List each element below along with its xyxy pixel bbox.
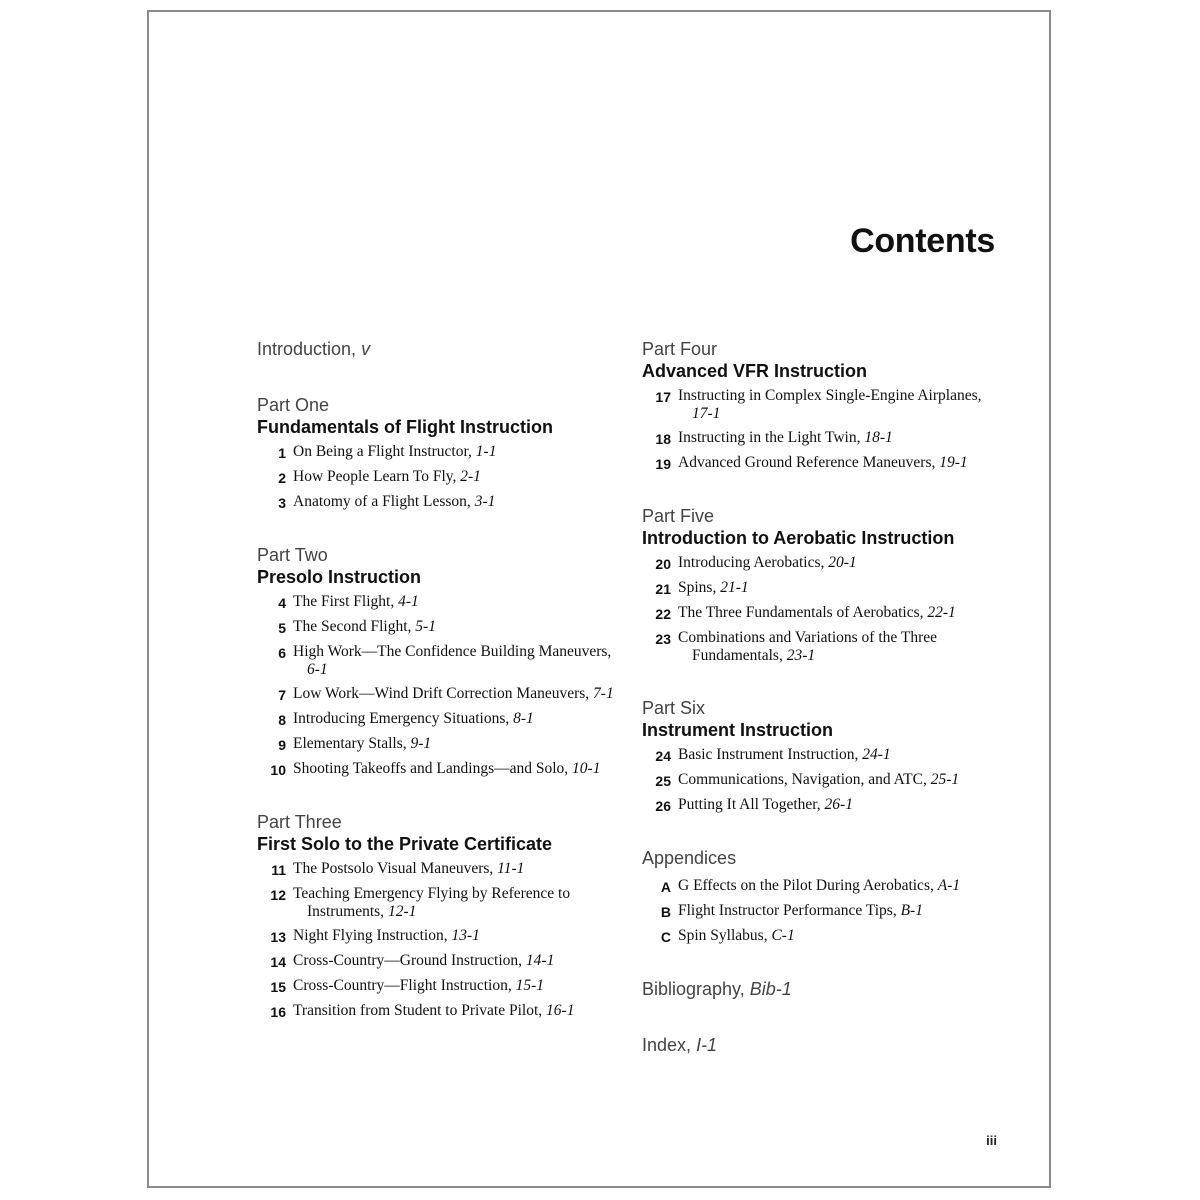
entry-page: 12-1 [387,903,417,920]
part-title[interactable]: Instrument Instruction [642,720,834,740]
entry-number: 22 [655,606,671,622]
entry-title [678,796,1002,814]
entry-number: 3 [278,495,286,511]
entry-page: 26-1 [824,796,853,813]
toc-entry[interactable] [257,860,617,879]
entry-title-text: Instructing in Complex Single-Engine Airplanes, [678,387,982,404]
part-label: Part Five [642,506,715,526]
entry-page: 4-1 [398,593,419,610]
entry-number: C [660,929,671,945]
entry-page: 6-1 [307,661,328,678]
entry-page: 15-1 [515,977,545,994]
spacer [257,360,617,394]
entry-page: 5-1 [415,618,436,635]
entry-title [678,927,1002,945]
introduction-label: Introduction, [257,339,357,359]
entry-title [678,554,1002,572]
toc-entry[interactable] [257,735,617,754]
entry-number: 14 [270,954,286,970]
entry-title-text: Shooting Takeoffs and Landings—and Solo, [293,760,569,777]
entry-title [678,387,1002,423]
entry-page: 7-1 [593,685,614,702]
entry-number: 21 [655,581,671,597]
entry-number: 25 [655,773,671,789]
entry-page: A-1 [937,877,961,894]
entry-number: 11 [271,862,286,878]
toc-entry[interactable] [642,746,1002,765]
bibliography-entry[interactable] [642,978,1002,1000]
chapter-list [257,860,617,1021]
entry-title-text: Low Work—Wind Drift Correction Maneuvers, [293,685,590,702]
part-title[interactable]: Fundamentals of Flight Instruction [257,417,553,437]
entry-number: B [660,904,671,920]
entry-number: 7 [278,687,286,703]
toc-entry[interactable] [257,618,617,637]
toc-entry[interactable] [642,429,1002,448]
entry-title-text: The Second Flight, [293,618,412,635]
entry-number: 20 [655,556,671,572]
spacer [642,821,1002,847]
entry-number: A [660,879,671,895]
entry-title [293,977,617,995]
entry-number: 8 [278,712,286,728]
entry-page: B-1 [900,902,923,919]
entry-number: 4 [278,595,286,611]
entry-title [678,454,1002,472]
toc-entry[interactable] [642,629,1002,665]
entry-page: 10-1 [572,760,601,777]
entry-title-text: Introducing Aerobatics, [678,554,825,571]
spacer [642,869,1002,877]
introduction-page: v [361,339,371,359]
toc-entry[interactable] [257,977,617,996]
entry-page: 2-1 [460,468,481,485]
entry-number: 16 [270,1004,286,1020]
entry-number: 19 [655,456,671,472]
entry-number: 13 [270,929,286,945]
part-label: Part Two [257,545,328,565]
entry-number: 10 [270,762,286,778]
entry-title [293,860,617,878]
chapter-list [257,593,617,779]
entry-title-text: Night Flying Instruction, [293,927,448,944]
spacer [642,1000,1002,1034]
toc-entry[interactable] [257,493,617,512]
bibliography-page: Bib-1 [749,979,792,999]
toc-entry[interactable] [257,927,617,946]
appendices-label: Appendices [642,848,737,868]
entry-title [678,746,1002,764]
entry-title-text: Advanced Ground Reference Maneuvers, [678,454,936,471]
toc-entry[interactable] [257,710,617,729]
chapter-list [642,746,1002,815]
part-label: Part Six [642,698,706,718]
entry-page: 11-1 [497,860,525,877]
left-parts [257,360,617,1021]
entry-title-text: Cross-Country—Flight Instruction, [293,977,512,994]
spacer [642,671,1002,697]
entry-title [678,877,1002,895]
entry-title-text: Instructing in the Light Twin, [678,429,861,446]
entry-page: 25-1 [930,771,960,788]
bibliography-label: Bibliography, [642,979,745,999]
entry-title [678,579,1002,597]
entry-title [293,493,617,511]
toc-entry[interactable] [642,604,1002,623]
toc-entry[interactable] [257,685,617,704]
spacer [257,785,617,811]
part-title[interactable]: First Solo to the Private Certificate [257,834,553,854]
index-page: I-1 [696,1035,718,1055]
right-parts [642,338,1002,815]
entry-title [293,443,617,461]
entry-title-text: Communications, Navigation, and ATC, [678,771,927,788]
entry-title-text: Spins, [678,579,717,596]
entry-title-text: Cross-Country—Ground Instruction, [293,952,523,969]
entry-title [293,618,617,636]
entry-number: 12 [270,887,286,903]
page-number: iii [986,1133,997,1148]
entry-title [293,760,617,778]
entry-number: 9 [278,737,286,753]
entry-title-text: The Three Fundamentals of Aerobatics, [678,604,924,621]
part-title[interactable]: Presolo Instruction [257,567,422,587]
entry-page: 17-1 [692,405,721,422]
entry-title [293,927,617,945]
toc-entry[interactable] [642,877,1002,896]
chapter-list [257,443,617,512]
entry-title [293,1002,617,1020]
chapter-list [642,554,1002,665]
toc-entry[interactable] [642,902,1002,921]
entry-page: 8-1 [513,710,534,727]
entry-number: 1 [278,445,286,461]
introduction-entry[interactable] [257,338,617,360]
entry-number: 15 [270,979,286,995]
entry-title-text: On Being a Flight Instructor, [293,443,472,460]
entry-title [293,643,617,679]
part-label: Part Four [642,339,718,359]
entry-title-text: Introducing Emergency Situations, [293,710,510,727]
entry-page: 21-1 [720,579,749,596]
entry-title-text: Elementary Stalls, [293,735,407,752]
entry-page: 18-1 [864,429,893,446]
entry-title-text: Putting It All Together, [678,796,821,813]
entry-number: 26 [655,798,671,814]
entry-title [678,604,1002,622]
right-column [642,338,1002,1056]
entry-title [678,429,1002,447]
entry-page: 24-1 [862,746,891,763]
entry-title [293,735,617,753]
part-title[interactable]: Introduction to Aerobatic Instruction [642,528,955,548]
entry-page: 13-1 [451,927,480,944]
toc-entry[interactable] [642,454,1002,473]
entry-title-text: Anatomy of a Flight Lesson, [293,493,471,510]
entry-title-text: Transition from Student to Private Pilot, [293,1002,543,1019]
left-column [257,338,617,1027]
entry-title-text: Basic Instrument Instruction, [678,746,859,763]
toc-entry[interactable] [257,593,617,612]
entry-title-text: How People Learn To Fly, [293,468,457,485]
page-sheet [147,10,1051,1188]
toc-entry[interactable] [642,796,1002,815]
spacer [257,518,617,544]
entry-number: 2 [278,470,286,486]
entry-number: 6 [278,645,286,661]
index-entry[interactable] [642,1034,1002,1056]
entry-title-text: Teaching Emergency Flying by Reference to Instruments, [293,885,571,920]
entry-page: 16-1 [546,1002,575,1019]
toc-entry[interactable] [257,468,617,487]
entry-page: 14-1 [525,952,555,969]
part-label: Part One [257,395,330,415]
entry-page: 1-1 [475,443,497,460]
appendix-list [642,877,1002,946]
entry-number: 5 [278,620,286,636]
entry-page: 3-1 [474,493,496,510]
page-title: Contents [850,222,995,260]
entry-title-text: The First Flight, [293,593,395,610]
entry-number: 17 [655,389,671,405]
entry-page: 9-1 [410,735,432,752]
entry-title [678,771,1002,789]
entry-title-text: G Effects on the Pilot During Aerobatics, [678,877,934,894]
spacer [642,479,1002,505]
toc-entry[interactable] [257,443,617,462]
entry-title-text: High Work—The Confidence Building Maneuvers, [293,643,612,660]
toc-entry[interactable] [257,952,617,971]
toc-entry[interactable] [642,927,1002,946]
entry-title [678,902,1002,920]
toc-entry[interactable] [257,760,617,779]
entry-title [293,885,617,921]
chapter-list [642,387,1002,473]
entry-page: 20-1 [828,554,857,571]
entry-page: 22-1 [927,604,956,621]
entry-number: 23 [655,631,671,647]
entry-page: 23-1 [786,647,816,664]
entry-title-text: Combinations and Variations of the Three Fundamentals, [678,629,938,664]
entry-title [293,952,617,970]
part-title[interactable]: Advanced VFR Instruction [642,361,868,381]
toc-entry[interactable] [642,579,1002,598]
entry-title [293,685,617,703]
entry-page: 19-1 [939,454,968,471]
index-label: Index, [642,1035,692,1055]
toc-entry[interactable] [257,885,617,921]
entry-number: 24 [655,748,671,764]
entry-title [678,629,1002,665]
toc-entry[interactable] [642,554,1002,573]
entry-title [293,468,617,486]
toc-entry[interactable] [257,643,617,679]
entry-page: C-1 [771,927,795,944]
entry-title-text: Spin Syllabus, [678,927,768,944]
entry-number: 18 [655,431,671,447]
entry-title [293,593,617,611]
toc-entry[interactable] [642,771,1002,790]
entry-title-text: Flight Instructor Performance Tips, [678,902,897,919]
toc-entry[interactable] [642,387,1002,423]
spacer [642,952,1002,978]
part-label: Part Three [257,812,342,832]
entry-title-text: The Postsolo Visual Maneuvers, [293,860,494,877]
entry-title [293,710,617,728]
toc-entry[interactable] [257,1002,617,1021]
